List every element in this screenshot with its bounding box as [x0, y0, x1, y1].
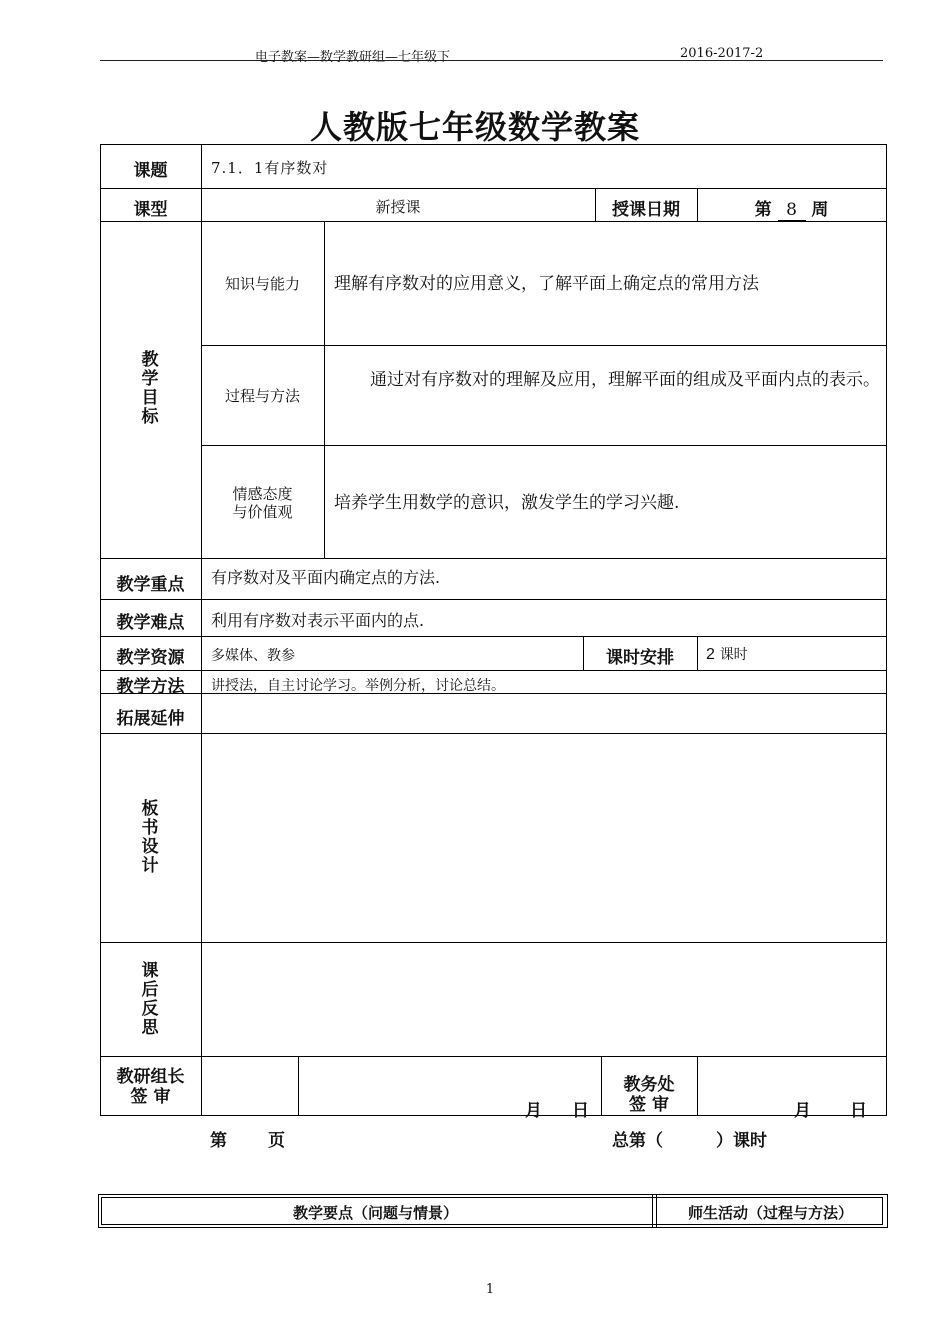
board-area[interactable] [202, 734, 886, 942]
emotion-label-line2: 与价值观 [232, 503, 293, 521]
office-day: 日 [850, 1101, 867, 1121]
total-prefix: 总第（ [612, 1131, 663, 1151]
group-leader-label [100, 1067, 201, 1107]
difficulty-text: 利用有序数对表示平面内的点. [211, 611, 425, 630]
group-day: 日 [572, 1101, 589, 1121]
hours-num: 2 [706, 646, 715, 663]
topic-value: 7.1．1有序数对 [211, 159, 329, 177]
key-point-label: 教学重点 [116, 575, 185, 595]
bottom-col1: 教学要点（问题与情景） [292, 1204, 458, 1222]
bottom-table [98, 1194, 888, 1228]
group-leader-line1: 教研组长 [116, 1067, 185, 1087]
method-text: 讲授法，自主讨论学习。举例分析，讨论总结。 [211, 678, 505, 694]
process-label: 过程与方法 [224, 387, 300, 405]
board-label: 板书设计 [141, 799, 159, 876]
office-line1: 教务处 [623, 1075, 675, 1095]
reflection-label: 课后反思 [141, 961, 159, 1038]
office-month: 月 [794, 1101, 811, 1121]
process-text: 通过对有序数对的理解及应用，理解平面的组成及平面内点的表示。 [370, 370, 880, 390]
topic-label: 课题 [133, 161, 168, 181]
office-label [601, 1075, 697, 1115]
type-label: 课型 [133, 200, 168, 220]
knowledge-text: 理解有序数对的应用意义，了解平面上确定点的常用方法 [334, 274, 759, 294]
goals-label: 教学目标 [141, 350, 159, 427]
emotion-text: 培养学生用数学的意识，激发学生的学习兴趣. [334, 493, 680, 513]
resources-label: 教学资源 [116, 648, 185, 668]
page-number: 1 [485, 1282, 495, 1297]
reflection-area[interactable] [202, 943, 886, 1056]
emotion-label [201, 485, 324, 521]
page-prefix: 第 [210, 1131, 227, 1151]
office-line2: 签 审 [629, 1095, 669, 1115]
emotion-label-line1: 情感态度 [232, 485, 293, 503]
week-prefix: 第 [754, 200, 772, 220]
week-field [697, 195, 886, 221]
hours-unit: 课时 [719, 647, 748, 663]
key-point-text: 有序数对及平面内确定点的方法. [211, 568, 441, 587]
hours-value [706, 644, 748, 664]
week-number: 8 [778, 200, 806, 221]
knowledge-label: 知识与能力 [224, 275, 300, 293]
page-title: 人教版七年级数学教案 [309, 108, 640, 146]
bottom-col2: 师生活动（过程与方法） [687, 1204, 853, 1222]
header-rule [100, 60, 883, 61]
difficulty-label: 教学难点 [116, 613, 185, 633]
header-right: 2016-2017-2 [680, 46, 764, 61]
date-label: 授课日期 [612, 200, 680, 220]
page-suffix: 页 [268, 1131, 285, 1151]
type-value: 新授课 [375, 198, 421, 216]
hours-label: 课时安排 [606, 648, 674, 668]
method-label: 教学方法 [116, 677, 185, 697]
group-month: 月 [525, 1101, 542, 1121]
group-leader-line2: 签 审 [130, 1087, 171, 1107]
week-suffix: 周 [811, 200, 829, 220]
extension-label: 拓展延伸 [116, 709, 185, 729]
total-suffix: ）课时 [716, 1131, 767, 1151]
resources-text: 多媒体、教参 [211, 648, 295, 664]
header-left: 电子教案—数学教研组—七年级下 [255, 50, 451, 65]
